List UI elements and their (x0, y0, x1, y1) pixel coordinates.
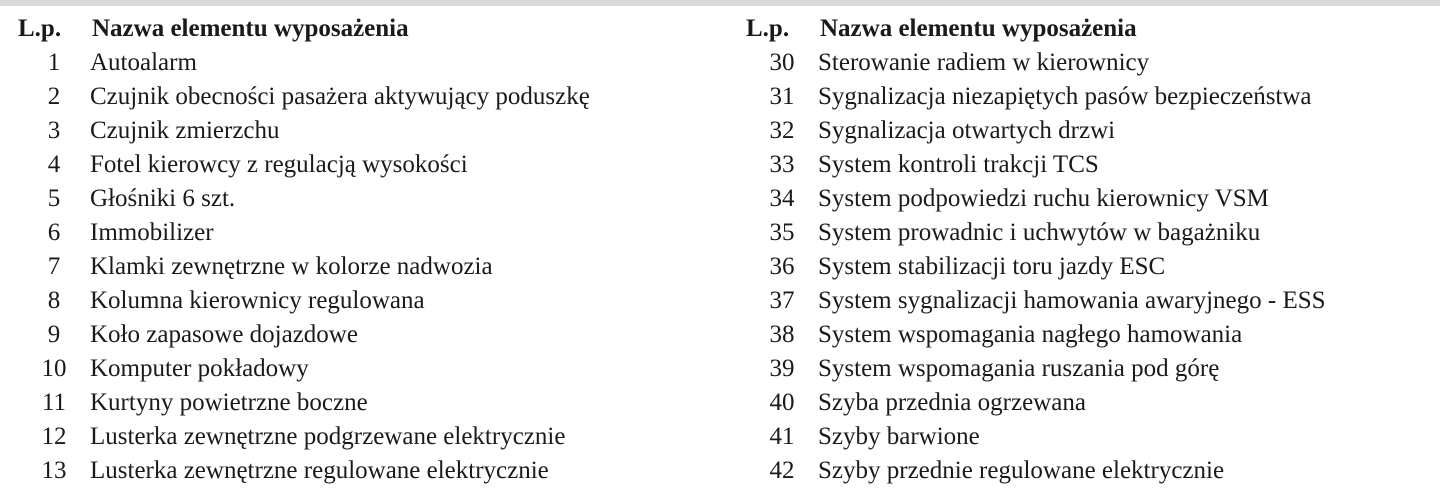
table-row (18, 114, 718, 148)
table-row (18, 284, 718, 318)
row-item-name: System stabilizacji toru jazdy ESC (818, 253, 1166, 280)
table-row (18, 352, 718, 386)
header-name: Nazwa elementu wyposażenia (92, 15, 409, 42)
row-number: 1 (47, 49, 61, 76)
table-row (18, 250, 718, 284)
table-row (18, 80, 718, 114)
table-row (746, 352, 1440, 386)
table-row (18, 46, 718, 80)
equipment-table-right (746, 12, 1440, 488)
row-item-name: Klamki zewnętrzne w kolorze nadwozia (90, 253, 493, 280)
table-row (18, 216, 718, 250)
row-item-name: System wspomagania ruszania pod górę (818, 355, 1220, 382)
table-row (746, 250, 1440, 284)
row-number: 38 (769, 321, 795, 348)
table-row (18, 318, 718, 352)
row-item-name: Kurtyny powietrzne boczne (90, 389, 368, 416)
row-number: 4 (47, 151, 61, 178)
row-item-name: System kontroli trakcji TCS (818, 151, 1099, 178)
row-number: 12 (41, 423, 67, 450)
top-divider (0, 0, 1440, 6)
row-item-name: Sygnalizacja otwartych drzwi (818, 117, 1116, 144)
row-number: 42 (769, 457, 795, 484)
table-row (746, 420, 1440, 454)
table-row (746, 216, 1440, 250)
row-number: 11 (41, 389, 67, 416)
table-row (18, 420, 718, 454)
row-number: 9 (47, 321, 61, 348)
table-row (18, 182, 718, 216)
row-item-name: Szyby przednie regulowane elektrycznie (818, 457, 1225, 484)
row-item-name: Sygnalizacja niezapiętych pasów bezpieczeństwa (818, 83, 1312, 110)
table-row (746, 46, 1440, 80)
row-number: 7 (47, 253, 61, 280)
table-row (746, 284, 1440, 318)
table-row (746, 318, 1440, 352)
row-item-name: Autoalarm (90, 49, 197, 76)
table-row (18, 454, 718, 488)
row-item-name: Lusterka zewnętrzne regulowane elektrycznie (90, 457, 549, 484)
table-row (746, 148, 1440, 182)
header-lp: L.p. (746, 15, 790, 42)
row-item-name: Immobilizer (90, 219, 214, 246)
row-item-name: Fotel kierowcy z regulacją wysokości (90, 151, 468, 178)
row-item-name: System sygnalizacji hamowania awaryjnego - ESS (818, 287, 1326, 314)
header-lp: L.p. (18, 15, 62, 42)
row-number: 37 (769, 287, 795, 314)
row-number: 35 (769, 219, 795, 246)
header-name: Nazwa elementu wyposażenia (820, 15, 1137, 42)
table-header (746, 12, 1440, 46)
table-row (746, 114, 1440, 148)
row-item-name: Lusterka zewnętrzne podgrzewane elektrycznie (90, 423, 566, 450)
row-item-name: Głośniki 6 szt. (90, 185, 236, 212)
row-item-name: Koło zapasowe dojazdowe (90, 321, 358, 348)
row-item-name: Szyba przednia ogrzewana (818, 389, 1086, 416)
row-item-name: Szyby barwione (818, 423, 980, 450)
row-number: 8 (47, 287, 61, 314)
row-item-name: Czujnik obecności pasażera aktywujący poduszkę (90, 83, 590, 110)
row-number: 36 (769, 253, 795, 280)
row-item-name: Czujnik zmierzchu (90, 117, 280, 144)
row-number: 30 (769, 49, 795, 76)
row-number: 2 (47, 83, 61, 110)
row-number: 10 (41, 355, 67, 382)
row-item-name: System prowadnic i uchwytów w bagażniku (818, 219, 1261, 246)
row-item-name: Komputer pokładowy (90, 355, 309, 382)
row-number: 31 (769, 83, 795, 110)
row-number: 3 (47, 117, 61, 144)
table-row (18, 148, 718, 182)
equipment-table-left (18, 12, 718, 488)
row-item-name: Sterowanie radiem w kierownicy (818, 49, 1150, 76)
table-header (18, 12, 718, 46)
row-number: 40 (769, 389, 795, 416)
row-item-name: System podpowiedzi ruchu kierownicy VSM (818, 185, 1269, 212)
row-number: 34 (769, 185, 795, 212)
row-number: 13 (41, 457, 67, 484)
table-row (746, 454, 1440, 488)
row-item-name: Kolumna kierownicy regulowana (90, 287, 425, 314)
row-number: 41 (769, 423, 795, 450)
row-number: 33 (769, 151, 795, 178)
table-row (746, 386, 1440, 420)
table-row (18, 386, 718, 420)
row-number: 39 (769, 355, 795, 382)
row-number: 5 (47, 185, 61, 212)
table-row (746, 182, 1440, 216)
row-number: 6 (47, 219, 61, 246)
table-row (746, 80, 1440, 114)
row-item-name: System wspomagania nagłego hamowania (818, 321, 1243, 348)
row-number: 32 (769, 117, 795, 144)
